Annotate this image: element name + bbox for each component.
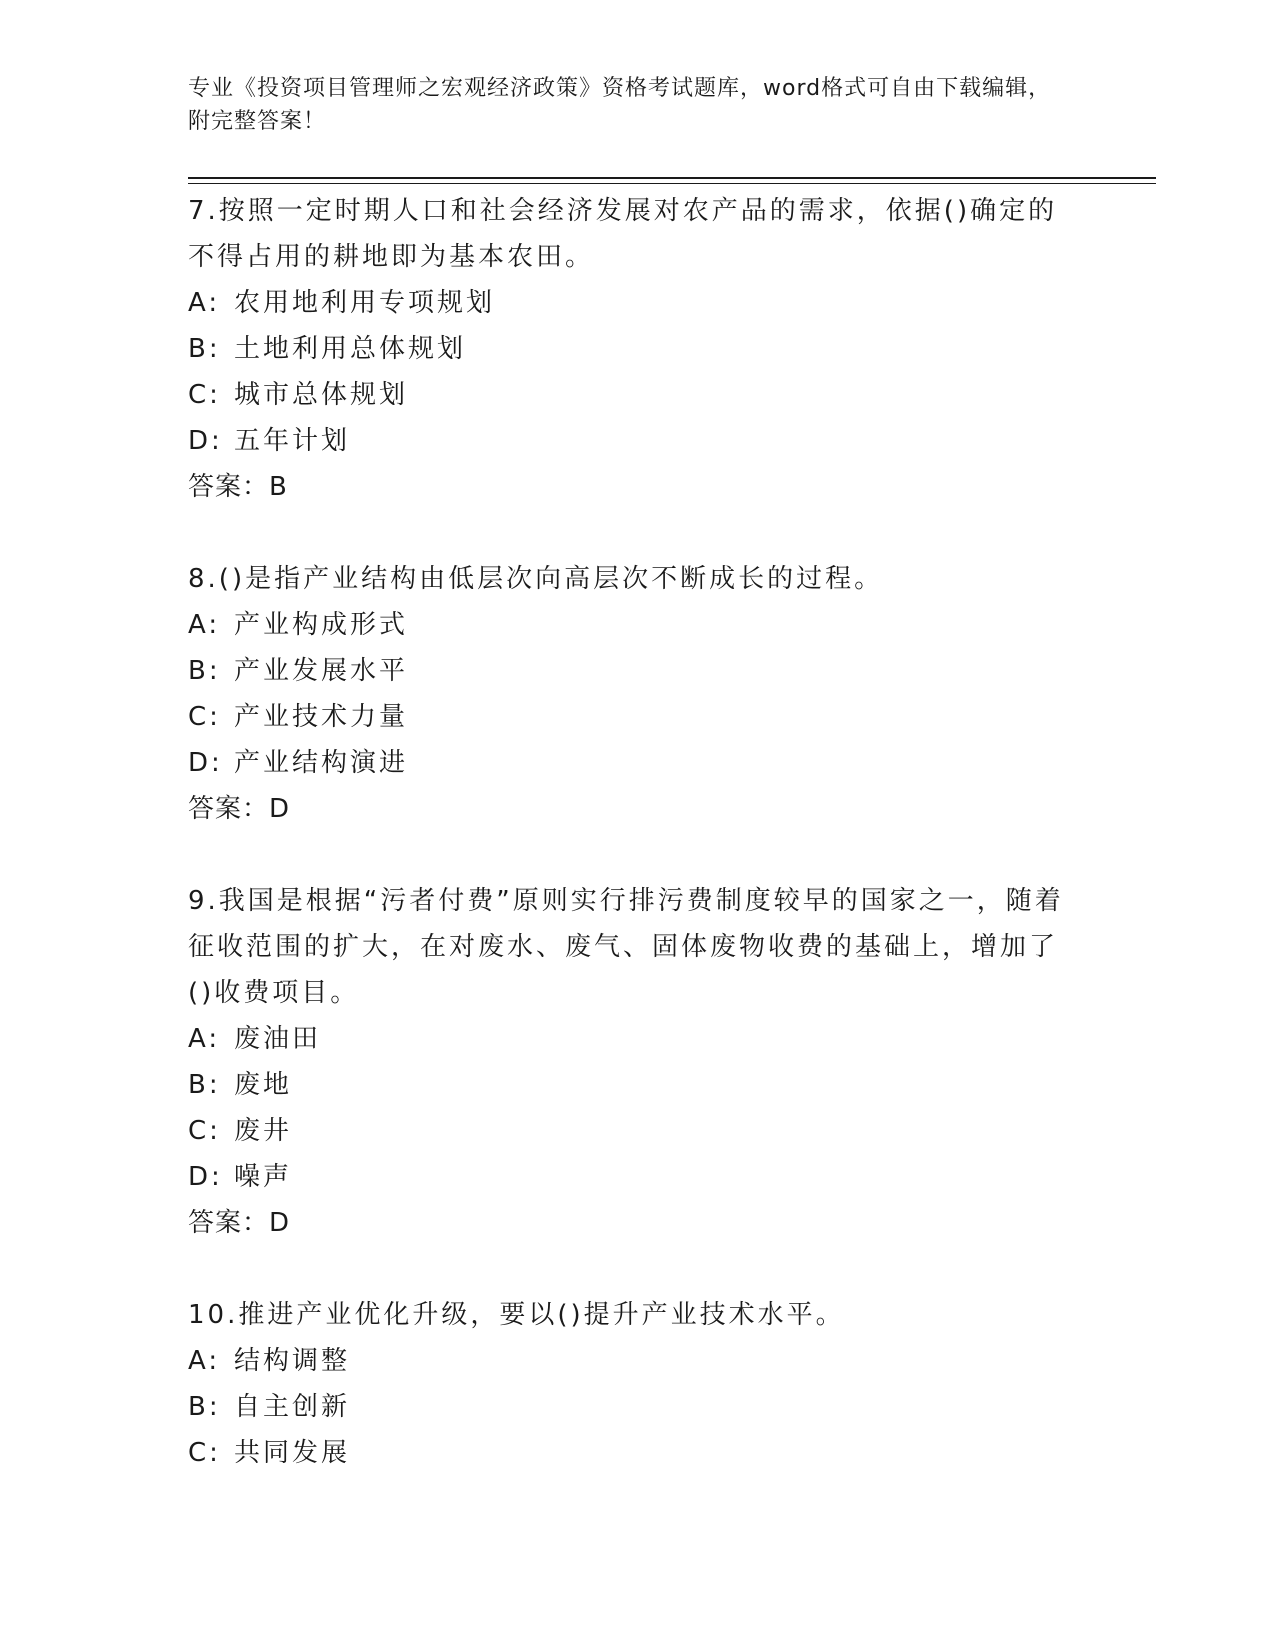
option-text: 废井 bbox=[234, 1116, 293, 1146]
option-c bbox=[188, 694, 1068, 740]
option-b bbox=[188, 1062, 1068, 1108]
option-text: 产业技术力量 bbox=[234, 702, 409, 732]
option-label: B: bbox=[188, 334, 221, 364]
option-text: 废油田 bbox=[234, 1024, 322, 1054]
option-b bbox=[188, 1384, 1068, 1430]
option-b bbox=[188, 326, 1068, 372]
question-10 bbox=[188, 1292, 1068, 1476]
question-list bbox=[188, 188, 1068, 1522]
option-d bbox=[188, 740, 1068, 786]
option-label: D: bbox=[188, 1162, 223, 1192]
option-a bbox=[188, 280, 1068, 326]
option-label: A: bbox=[188, 1346, 221, 1376]
option-label: C: bbox=[188, 1438, 221, 1468]
option-text: 自主创新 bbox=[234, 1392, 351, 1422]
option-label: A: bbox=[188, 610, 221, 640]
option-label: B: bbox=[188, 656, 221, 686]
question-9 bbox=[188, 878, 1068, 1246]
option-text: 噪声 bbox=[234, 1162, 293, 1192]
option-d bbox=[188, 418, 1068, 464]
header-rule-thin bbox=[188, 183, 1156, 184]
option-text: 城市总体规划 bbox=[234, 380, 409, 410]
question-8 bbox=[188, 556, 1068, 832]
option-c bbox=[188, 1430, 1068, 1476]
option-a bbox=[188, 602, 1068, 648]
question-7 bbox=[188, 188, 1068, 510]
option-label: D: bbox=[188, 748, 223, 778]
option-label: B: bbox=[188, 1070, 221, 1100]
option-a bbox=[188, 1338, 1068, 1384]
option-label: A: bbox=[188, 1024, 221, 1054]
option-text: 农用地利用专项规划 bbox=[234, 288, 496, 318]
option-label: C: bbox=[188, 1116, 221, 1146]
document-header: 专业《投资项目管理师之宏观经济政策》资格考试题库，word格式可自由下载编辑，附完整答案！ bbox=[188, 76, 1052, 134]
option-label: C: bbox=[188, 380, 221, 410]
option-c bbox=[188, 372, 1068, 418]
option-text: 结构调整 bbox=[234, 1346, 351, 1376]
question-stem: 9.我国是根据“污者付费”原则实行排污费制度较早的国家之一，随着征收范围的扩大，在对废水、废气、固体废物收费的基础上，增加了()收费项目。 bbox=[188, 886, 1064, 1008]
option-a bbox=[188, 1016, 1068, 1062]
option-text: 产业结构演进 bbox=[234, 748, 409, 778]
header-rule-thick bbox=[188, 177, 1156, 179]
answer-line: 答案：B bbox=[188, 472, 288, 502]
option-label: B: bbox=[188, 1392, 221, 1422]
option-b bbox=[188, 648, 1068, 694]
question-stem: 7.按照一定时期人口和社会经济发展对农产品的需求，依据()确定的不得占用的耕地即为基本农田。 bbox=[188, 196, 1058, 272]
option-text: 产业构成形式 bbox=[234, 610, 409, 640]
option-text: 五年计划 bbox=[234, 426, 351, 456]
option-d bbox=[188, 1154, 1068, 1200]
option-text: 共同发展 bbox=[234, 1438, 351, 1468]
option-label: D: bbox=[188, 426, 223, 456]
option-text: 废地 bbox=[234, 1070, 293, 1100]
answer-line: 答案：D bbox=[188, 1208, 291, 1238]
option-c bbox=[188, 1108, 1068, 1154]
option-label: C: bbox=[188, 702, 221, 732]
answer-line: 答案：D bbox=[188, 794, 291, 824]
option-text: 产业发展水平 bbox=[234, 656, 409, 686]
question-stem: 8.()是指产业结构由低层次向高层次不断成长的过程。 bbox=[188, 564, 884, 594]
question-stem: 10.推进产业优化升级，要以()提升产业技术水平。 bbox=[188, 1300, 845, 1330]
option-text: 土地利用总体规划 bbox=[234, 334, 467, 364]
option-label: A: bbox=[188, 288, 221, 318]
